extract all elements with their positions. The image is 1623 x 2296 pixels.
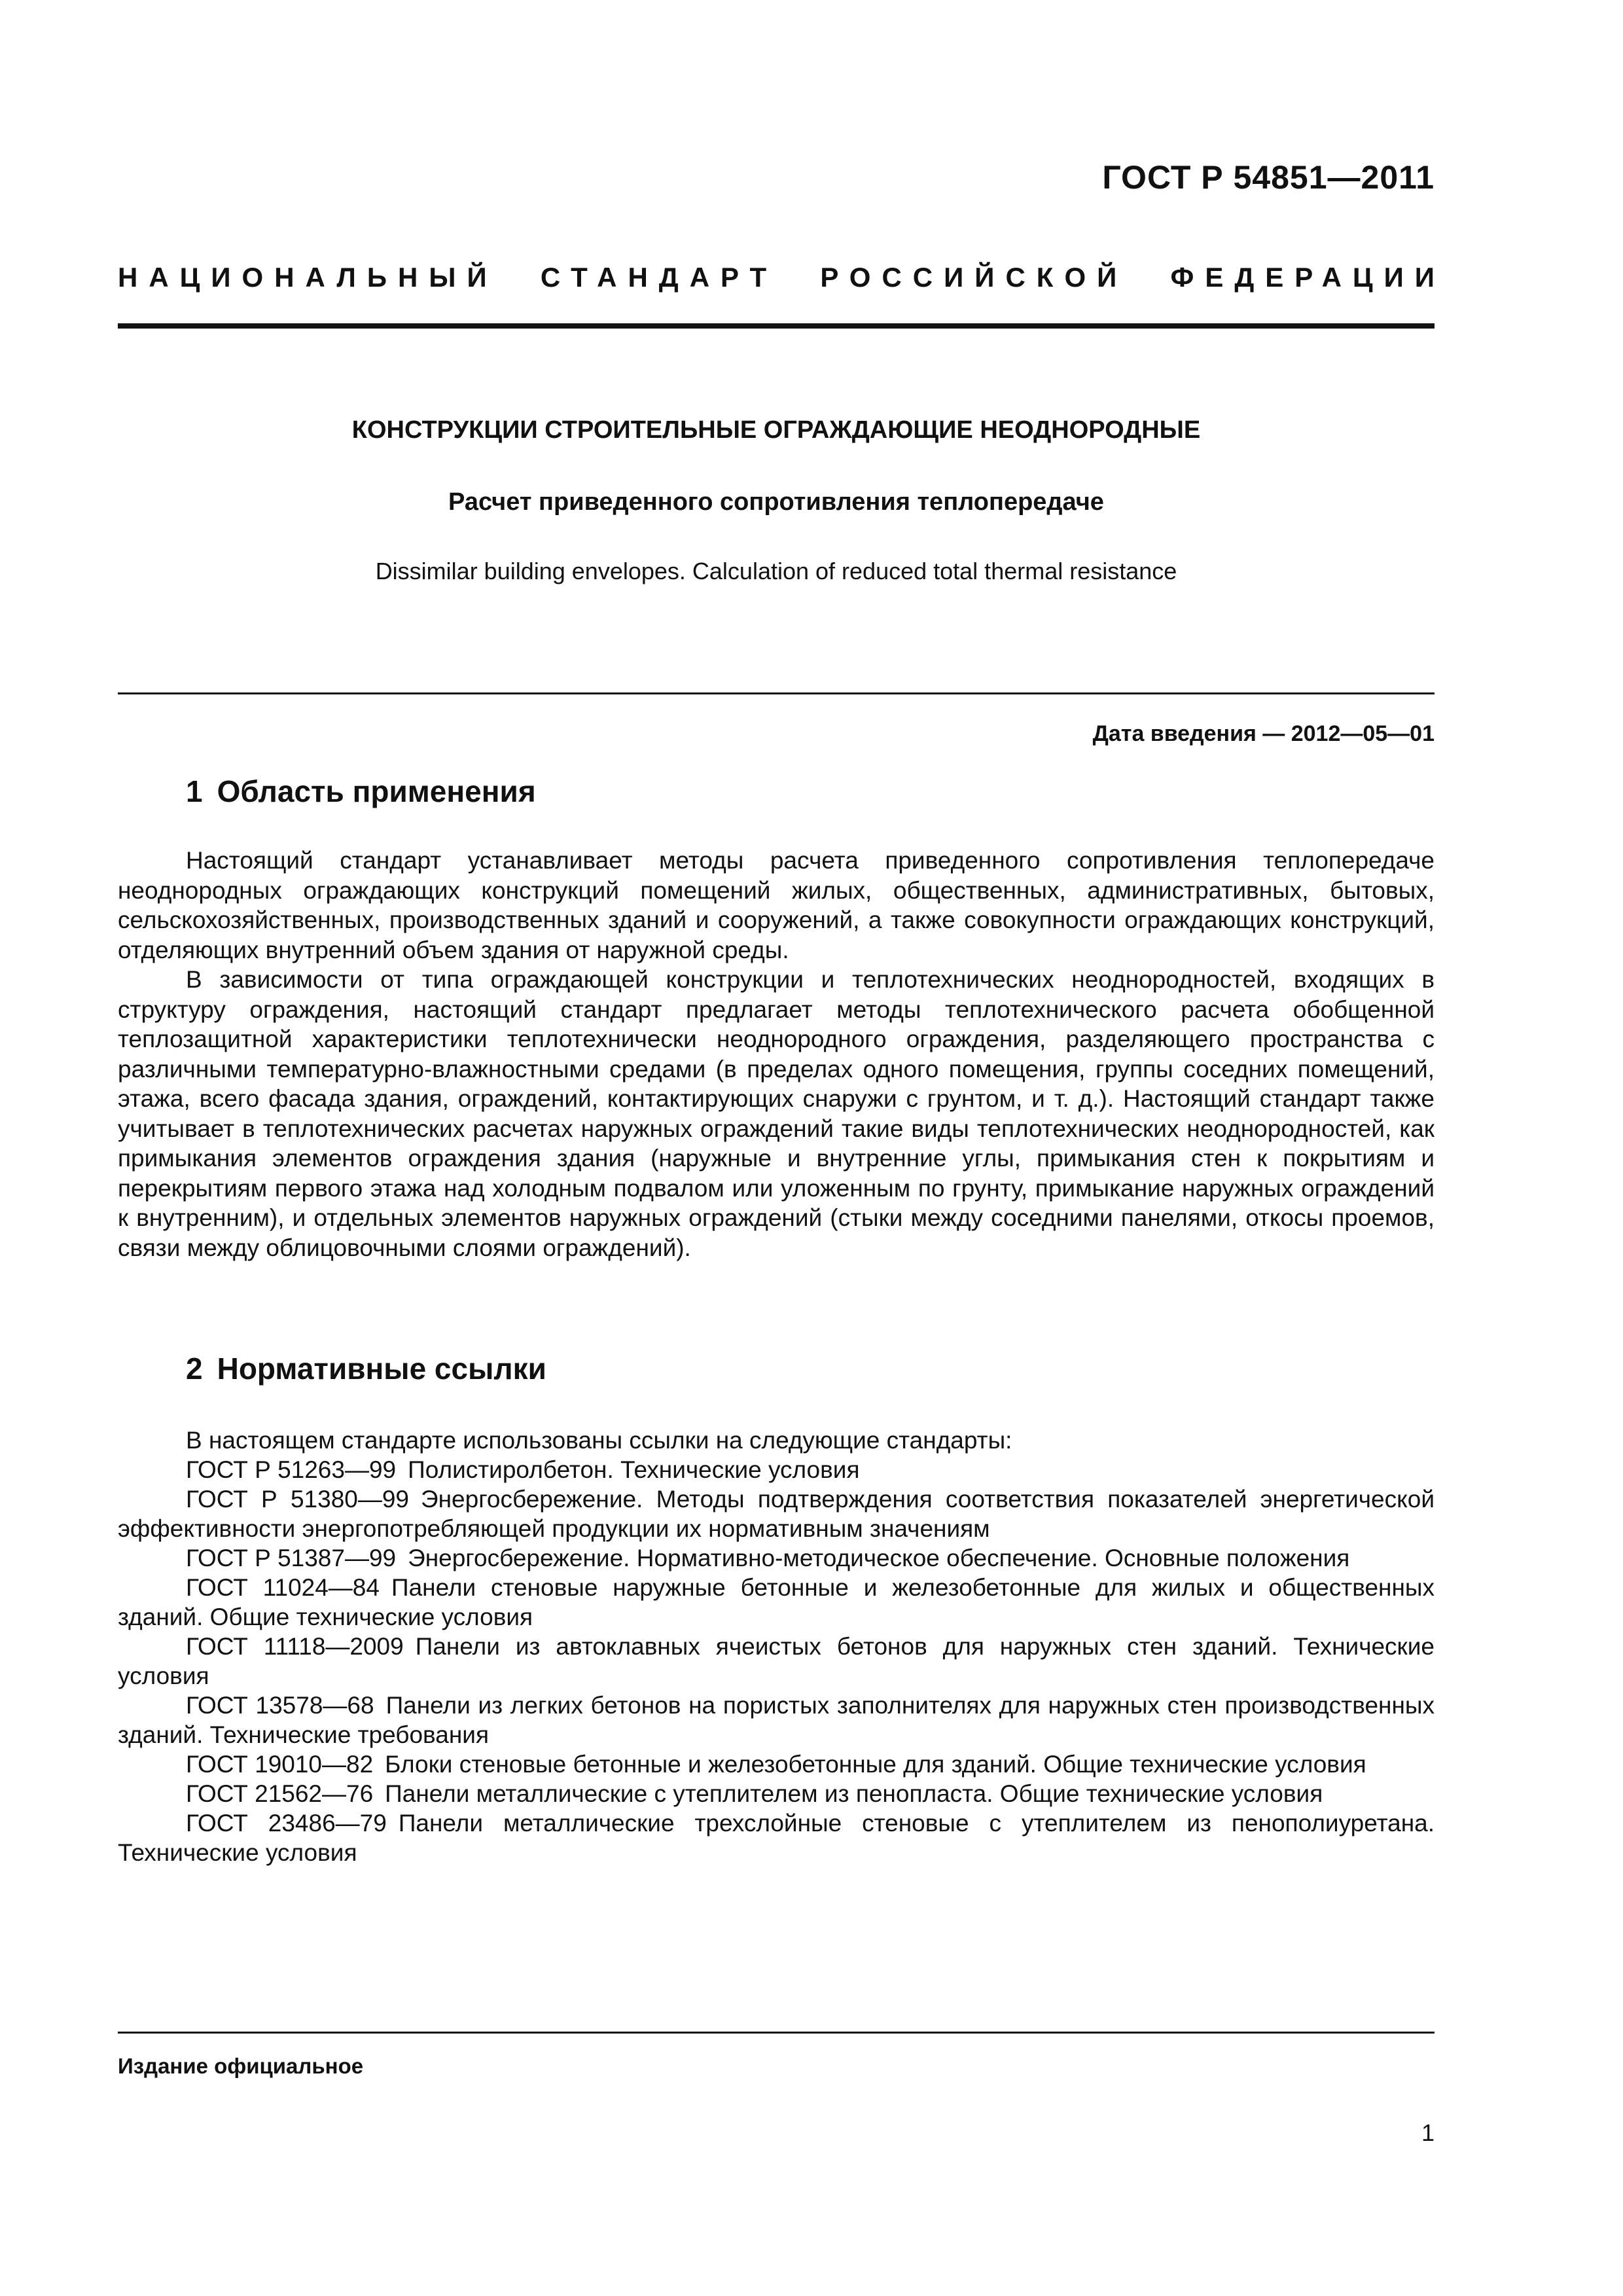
reference-code: ГОСТ Р 51380—99: [186, 1486, 410, 1513]
reference-code: ГОСТ 13578—68: [186, 1692, 374, 1719]
reference-title: Блоки стеновые бетонные и железобетонные для зданий. Общие технические условия: [385, 1751, 1366, 1778]
document-subtitle: Расчет приведенного сопротивления теплопередаче: [448, 488, 1104, 516]
reference-item: [118, 1808, 1435, 1867]
official-edition-label: Издание официальное: [118, 2054, 364, 2078]
reference-title: Панели из автоклавных ячеистых бетонов для наружных стен зданий. Технические условия: [118, 1633, 1435, 1689]
reference-item: [118, 1749, 1435, 1779]
footer-divider: [118, 2032, 1435, 2034]
reference-code: ГОСТ Р 51263—99: [186, 1456, 397, 1483]
reference-title: Панели металлические с утеплителем из пенопласта. Общие технические условия: [385, 1780, 1323, 1807]
banner-word: НАЦИОНАЛЬНЫЙ: [118, 262, 498, 293]
reference-title: Панели металлические трехслойные стеновые с утеплителем из пенополиуретана. Технические условия: [118, 1810, 1435, 1866]
reference-item: [118, 1632, 1435, 1691]
section-number: 2: [186, 1352, 203, 1386]
reference-code: ГОСТ 11024—84: [186, 1574, 380, 1601]
section-1-paragraph: Настоящий стандарт устанавливает методы расчета приведенного сопротивления теплопередаче неоднородных ограждающих конструкций помещений жилых, общественных, административных, бытовых, сельскохозяйственных, производственных зданий и сооружений, а также совокупности ограждающих конструкций, отделяющих внутренний объем здания от наружной среды.: [118, 847, 1435, 963]
introduction-date: Дата введения — 2012—05—01: [1092, 721, 1435, 746]
page-number: 1: [1421, 2119, 1435, 2146]
reference-title: Панели из легких бетонов на пористых заполнителях для наружных стен производственных зданий. Технические требования: [118, 1692, 1435, 1748]
references-intro: В настоящем стандарте использованы ссылки на следующие стандарты:: [186, 1427, 1012, 1454]
section-title: Нормативные ссылки: [217, 1352, 546, 1386]
reference-item: [118, 1691, 1435, 1749]
reference-code: ГОСТ Р 51387—99: [186, 1545, 397, 1571]
reference-code: ГОСТ 23486—79: [186, 1810, 387, 1837]
section-1-heading: [186, 774, 536, 809]
reference-item: [118, 1573, 1435, 1632]
document-title: КОНСТРУКЦИИ СТРОИТЕЛЬНЫЕ ОГРАЖДАЮЩИЕ НЕОДНОРОДНЫЕ: [351, 416, 1201, 444]
reference-code: ГОСТ 19010—82: [186, 1751, 374, 1778]
reference-title: Панели стеновые наружные бетонные и железобетонные для жилых и общественных зданий. Общие технические условия: [118, 1574, 1435, 1630]
banner-word: РОССИЙСКОЙ: [820, 262, 1128, 293]
reference-title: Энергосбережение. Методы подтверждения соответствия показателей энергетической эффективности энергопотребляющей продукции их нормативным значениям: [118, 1486, 1435, 1542]
reference-item: [118, 1455, 1435, 1484]
section-1-paragraph: В зависимости от типа ограждающей конструкции и теплотехнических неоднородностей, входящих в структуру ограждения, настоящий стандарт предлагает методы теплотехнического расчета обобщенной теплозащитной характеристики теплотехнически неоднородного ограждения, разделяющего пространства с различными температурно-влажностными средами (в пределах одного помещения, группы соседних помещений, этажа, всего фасада здания, ограждений, контактирующих снаружи с грунтом, и т. д.). Настоящий стандарт также учитывает в теплотехнических расчетах наружных ограждений такие виды теплотехнических неоднородностей, как примыкания элементов ограждения здания (наружные и внутренние углы, примыкания стен к покрытиям и перекрытиям первого этажа над холодным подвалом или уложенным по грунту, примыкание наружных ограждений к внутренним), и отдельных элементов наружных ограждений (стыки между соседними панелями, откосы проемов, связи между облицовочными слоями ограждений).: [118, 966, 1435, 1261]
section-title: Область применения: [217, 774, 536, 808]
national-standard-banner: [118, 262, 1446, 293]
document-title-english: Dissimilar building envelopes. Calculation of reduced total thermal resistance: [375, 558, 1177, 584]
reference-item: [118, 1779, 1435, 1808]
reference-item: [118, 1543, 1435, 1573]
reference-code: ГОСТ 21562—76: [186, 1780, 374, 1807]
section-number: 1: [186, 774, 203, 808]
reference-code: ГОСТ 11118—2009: [186, 1633, 404, 1660]
banner-word: СТАНДАРТ: [540, 262, 778, 293]
reference-title: Полистиролбетон. Технические условия: [408, 1456, 860, 1483]
reference-item: [118, 1484, 1435, 1543]
section-2-heading: [186, 1351, 546, 1386]
normative-references-list: [118, 1426, 1435, 1867]
header-divider: [118, 323, 1435, 329]
title-divider: [118, 692, 1435, 694]
document-number: ГОСТ Р 54851—2011: [1102, 159, 1435, 196]
reference-title: Энергосбережение. Нормативно-методическое обеспечение. Основные положения: [408, 1545, 1350, 1571]
banner-word: ФЕДЕРАЦИИ: [1170, 262, 1446, 293]
